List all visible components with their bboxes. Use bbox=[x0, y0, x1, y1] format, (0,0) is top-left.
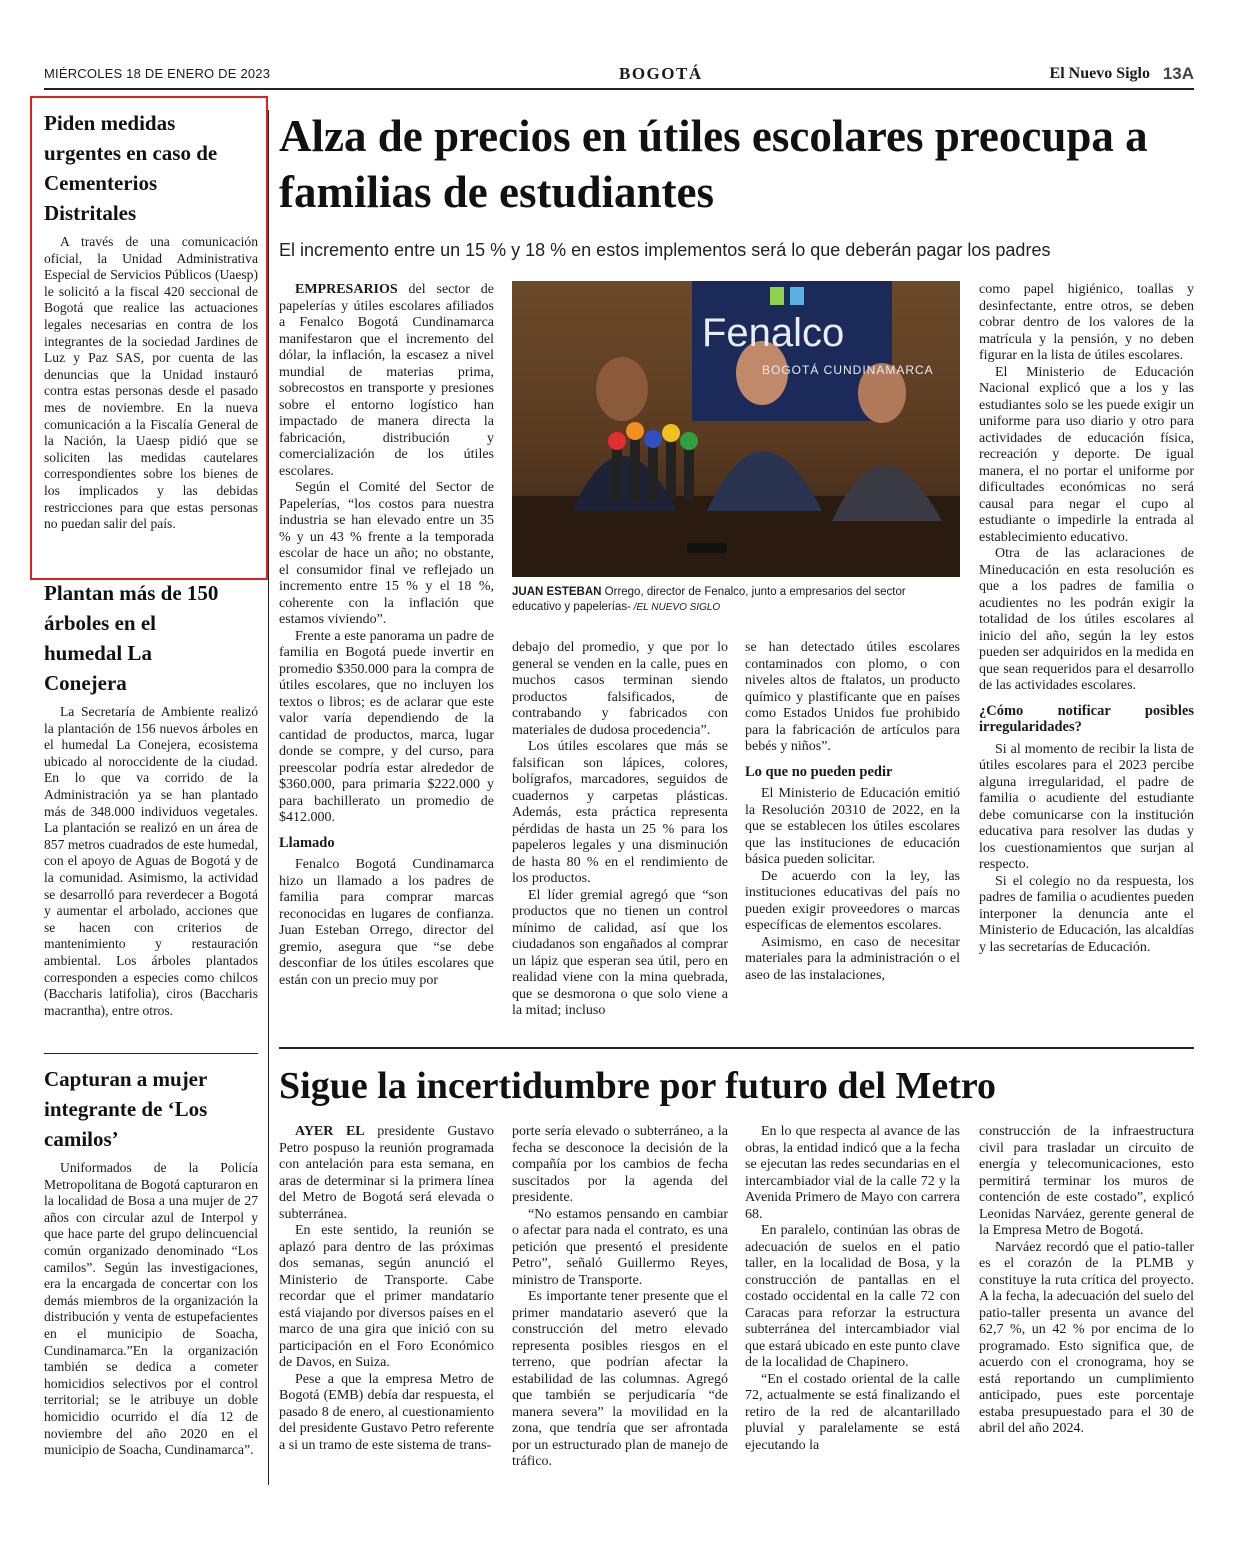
paragraph: “En el costado oriental de la calle 72, actualmente se está finalizando el retiro de la red de alcantarillado pluvial y paralelamente se está ejecutando la bbox=[745, 1371, 960, 1453]
paragraph: El Ministerio de Educación Nacional explicó que a los y las estudiantes solo se les puede exigir un uniforme para uso diario y otro para actividades de educación física, recreación y deporte. De igual manera, el no portar el uniforme por dificultades económicas no será causal para negar el cupo al estudiante o impedirle la entrada al establecimiento educativo. bbox=[979, 364, 1194, 545]
photo-caption bbox=[512, 585, 952, 615]
paragraph: Fenalco Bogotá Cundinamarca hizo un llamado a los padres de familia para comprar marcas reconocidas en lugares de confianza. Juan Esteban Orrego, director del gremio, asegura que “se debe desconfiar de los útiles escolares que están con un precio muy por bbox=[279, 857, 494, 988]
paragraph: se han detectado útiles escolares contaminados con plomo, o con niveles altos de ftalatos, un producto químico y plastificante que en países como Estados Unidos fue prohibido para la fabricación de artículos para bebés y niños”. bbox=[745, 640, 960, 754]
story-headline: Plantan más de 150 árboles en el humedal La Conejera bbox=[44, 581, 219, 695]
paragraph: De acuerdo con la ley, las instituciones educativas del país no pueden exigir proveedores o marcas específicas de elementos escolares. bbox=[745, 868, 960, 933]
metro-col-3 bbox=[745, 1124, 960, 1454]
paragraph: Pese a que la empresa Metro de Bogotá (EMB) debía dar respuesta, el pasado 8 de enero, al cuestionamiento del presidente Gustavo Petro referente a si un tramo de este sistema de trans- bbox=[279, 1371, 494, 1453]
banner-subtext: BOGOTÁ CUNDINAMARCA bbox=[762, 363, 934, 377]
lead-word: AYER EL bbox=[295, 1124, 365, 1139]
paragraph: El líder gremial agregó que “son productos que no tienen un control mínimo de calidad, así que los ciudadanos son engañados al comprar un lápiz que esperan sea útil, pero en realidad viene con la mina quebrada, que se desmorona o que solo viene a la mitad; incluso bbox=[512, 887, 728, 1018]
main-deck: El incremento entre un 15 % y 18 % en estos implementos será lo que deberán pagar los padres bbox=[279, 240, 1051, 260]
main-col-2 bbox=[512, 640, 728, 1020]
main-col-1 bbox=[279, 282, 494, 989]
header-rule bbox=[44, 88, 1194, 90]
main-headline: Alza de precios en útiles escolares preocupa a familias de estudiantes bbox=[279, 111, 1148, 217]
paragraph: Asimismo, en caso de necesitar materiales para la administración o el aseo de las instalaciones, bbox=[745, 934, 960, 983]
paragraph: En paralelo, continúan las obras de adecuación de suelos en el patio taller, en la localidad de Bosa, y la construcción de pantallas en el costado occidental en la calle 72 con Caracas para reforzar la estructura subterránea del intercambiador vial que estará ubicado en este punto clave de la localidad de Chapinero. bbox=[745, 1223, 960, 1370]
paragraph: Si el colegio no da respuesta, los padres de familia o acudientes pueden interponer la denuncia ante el Ministerio de Educación, las alcaldías y las secretarías de Educación. bbox=[979, 873, 1194, 955]
metro-col-2 bbox=[512, 1124, 728, 1471]
subhead: ¿Cómo notificar posibles irregularidades? bbox=[979, 702, 1194, 735]
story-headline: Capturan a mujer integrante de ‘Los camilos’ bbox=[44, 1067, 208, 1151]
story-body: Uniformados de la Policía Metropolitana de Bogotá capturaron en la localidad de Bosa a una mujer de 27 años con circular azul de Interpol y que hace parte del grupo delincuencial común organizado denominado “Los camilos”. Según las investigaciones, era la encargada de concertar con los demás miembros de la organización la distribución y venta de estupefacientes en el municipio de Soacha, Cundinamarca.”En la organización también se dedica a cometer homicidios selectivos por el control territorial; se le atribuye un doble homicidio ocurrido el día 12 de noviembre del año 2020 en el municipio de Soacha, Cundinamarca”. bbox=[44, 1160, 258, 1458]
paragraph: del sector de papelerías y útiles escolares afiliados a Fenalco Bogotá Cundinamarca manifestaron que el incremento del dólar, la inflación, la escasez a nivel mundial de materias prima, sobrecostos en transporte y presiones sobre el entorno logístico han impactado de manera directa la fabricación, distribución y comercialización de los útiles escolares. bbox=[279, 282, 494, 479]
sidebar-story-1 bbox=[44, 108, 258, 533]
lead-word: EMPRESARIOS bbox=[295, 282, 398, 297]
paragraph: Otra de las aclaraciones de Mineducación en esta resolución es que a los padres de familia o acudientes no les podrán exigir la totalidad de los útiles escolares al inicio del año, según la ley estos pueden ser adquiridos en la medida en que sean requeridos para el desarrollo de las actividades escolares. bbox=[979, 546, 1194, 693]
paragraph: debajo del promedio, y que por lo general se venden en la calle, pues en muchos casos terminan siendo productos falsificados, de contrabando y fabricados con materiales de dudosa procedencia”. bbox=[512, 640, 728, 738]
section-name: BOGOTÁ bbox=[619, 64, 703, 83]
subhead: Llamado bbox=[279, 834, 335, 851]
paragraph: como papel higiénico, toallas y desinfectante, entre otros, se deben cobrar dentro de los valores de la matrícula y la pensión, y no deben figurar en la lista de útiles escolares. bbox=[979, 282, 1194, 363]
paragraph: El Ministerio de Educación emitió la Resolución 20310 de 2022, en la que se establecen los útiles escolares que las instituciones de educación básica pueden solicitar. bbox=[745, 786, 960, 867]
paragraph: Si al momento de recibir la lista de útiles escolares para el 2023 percibe alguna irregularidad, el padre de familia o acudiente del estudiante debe comunicarse con la institución educativa para resolver las dudas y los cuestionamientos que surjan al respecto. bbox=[979, 741, 1194, 872]
paragraph: Es importante tener presente que el primer mandatario aseveró que la construcción del metro elevado representa posibles riesgos en el terreno, que podrían afectar la estabilidad de las columnas. Agregó que también se perjudicaría “de manera severa” la movilidad en la zona, que tendría que ser afrontada por un estructurado plan de manejo de tráfico. bbox=[512, 1289, 728, 1469]
section-divider bbox=[279, 1047, 1194, 1049]
banner-logo-text: Fenalco bbox=[702, 311, 845, 355]
issue-date: MIÉRCOLES 18 DE ENERO DE 2023 bbox=[44, 66, 271, 81]
paragraph: Los útiles escolares que más se falsifican son lápices, colores, bolígrafos, marcadores, seguidos de cuadernos y carpetas plásticas. Además, esta práctica representa pérdidas de hasta un 25 % para los papeleros legales y una disminución de hasta 80 % en el rendimiento de los productos. bbox=[512, 739, 728, 886]
column-divider bbox=[268, 110, 269, 1485]
metro-col-4 bbox=[979, 1124, 1194, 1438]
paragraph: Frente a este panorama un padre de familia en Bogotá puede invertir en promedio $350.000 para la compra de útiles escolares, que no incluyen los textos o libros; es de aclarar que este valor varía dependiendo de la cantidad de productos, marca, lugar donde se compre, y del curso, para preescolar podría estar alrededor de $360.000, para primaria $222.000 y para bachillerato un promedio de $412.000. bbox=[279, 628, 494, 825]
paragraph: construcción de la infraestructura civil para trasladar un circuito de energía y telecomunicaciones, esto permitirá terminar los muros de contención de este costado”, explicó Leonidas Narváez, gerente general de la Empresa Metro de Bogotá. bbox=[979, 1124, 1194, 1238]
paragraph: Narváez recordó que el patio-taller es el corazón de la PLMB y constituye la ruta crítica del proyecto. A la fecha, la adecuación del suelo del patio-taller presenta un avance del 62,7 %, un 42 % por encima de lo programado. Esto significa que, de acuerdo con el cronograma, hoy se está reportando un cumplimiento anticipado, pues este porcentaje estaba presupuestado para el 30 de abril del año 2024. bbox=[979, 1239, 1194, 1436]
sidebar-story-2 bbox=[44, 578, 258, 1019]
sidebar-story-3 bbox=[44, 1064, 258, 1459]
paragraph: En este sentido, la reunión se aplazó para dentro de las próximas dos semanas, según anunció el Ministerio de Transporte. Cabe recordar que el primer mandatario está viajando por diversos países en el marco de una gira que inició con su participación en el Foro Económico de Davos, en Suiza. bbox=[279, 1223, 494, 1370]
news-photo bbox=[512, 281, 960, 577]
subhead: Lo que no pueden pedir bbox=[745, 763, 893, 780]
metro-headline: Sigue la incertidumbre por futuro del Metro bbox=[279, 1065, 997, 1107]
paragraph: Según el Comité del Sector de Papelerías, “los costos para nuestra industria se han elevado entre un 35 % y un 43 % frente a la temporada escolar de hace un año; no obstante, el consumidor final ve reflejado un incremento entre 15 % y el 18 %, coherente con la inflación que estamos viviendo”. bbox=[279, 480, 494, 627]
photo-credit: /EL NUEVO SIGLO bbox=[630, 602, 721, 613]
sidebar-divider bbox=[44, 1053, 258, 1054]
caption-text: Orrego, director de Fenalco, junto a empresarios del sector educativo y papelerías- bbox=[512, 586, 906, 613]
paragraph: porte sería elevado o subterráneo, a la fecha se desconoce la decisión de la compañía por los cambios de fecha suscitados por la agenda del presidente. bbox=[512, 1124, 728, 1205]
story-body: A través de una comunicación oficial, la Unidad Administrativa Especial de Servicios Públicos (Uaesp) le solicitó a la fiscal 420 seccional de Bogotá que realice las actuaciones legales necesarias en contra de los integrantes de la sociedad Jardines de Luz y Paz SAS, por cuenta de las denuncias que la Unidad instauró contra estas personas desde el pasado mes de noviembre. En la nueva comunicación a la Fiscalía General de la Nación, la Uaesp pidió que se soliciten las medidas cautelares correspondientes sobre los bienes de los implicados y las debidas restricciones para que estas personas no puedan salir del país. bbox=[44, 234, 258, 532]
story-body: La Secretaría de Ambiente realizó la plantación de 156 nuevos árboles en el humedal La Conejera, ecosistema ubicado al noroccidente de la ciudad. En lo que va corrido de la Administración ya se han plantado más de 348.000 individuos vegetales. La plantación se realizó en un área de 857 metros cuadrados de este humedal, con el apoyo de Aguas de Bogotá y de la comunidad. Asimismo, la actividad se desarrolló para reverdecer a Bogotá y aumentar el arbolado, acciones que se hacen con criterios de mantenimiento y restauración ambiental. Los árboles plantados corresponden a especies como chilcos (Baccharis latifolia), ciros (Baccharis macrantha), entre otros. bbox=[44, 704, 258, 1018]
paragraph: En lo que respecta al avance de las obras, la entidad indicó que a la fecha se ejecutan las redes secundarias en el intercambiador vial de la calle 72 y la Avenida Primero de Mayo con carrera 68. bbox=[745, 1124, 960, 1222]
paragraph: presidente Gustavo Petro pospuso la reunión programada con antelación para esta semana, en aras de determinar si la primera línea del Metro de Bogotá será elevada o subterránea. bbox=[279, 1124, 494, 1222]
caption-lead: JUAN ESTEBAN bbox=[512, 586, 602, 598]
main-col-3 bbox=[745, 640, 960, 984]
page-number: 13A bbox=[1162, 64, 1194, 83]
main-col-4 bbox=[979, 282, 1194, 956]
newspaper-brand: El Nuevo Siglo bbox=[1049, 65, 1150, 82]
paragraph: “No estamos pensando en cambiar o afectar para nada el contrato, es una petición que presentó el presidente Petro”, señaló Guillermo Reyes, ministro de Transporte. bbox=[512, 1206, 728, 1288]
metro-col-1 bbox=[279, 1124, 494, 1454]
page-header bbox=[44, 64, 1194, 86]
story-headline: Piden medidas urgentes en caso de Cementerios Distritales bbox=[44, 111, 218, 225]
